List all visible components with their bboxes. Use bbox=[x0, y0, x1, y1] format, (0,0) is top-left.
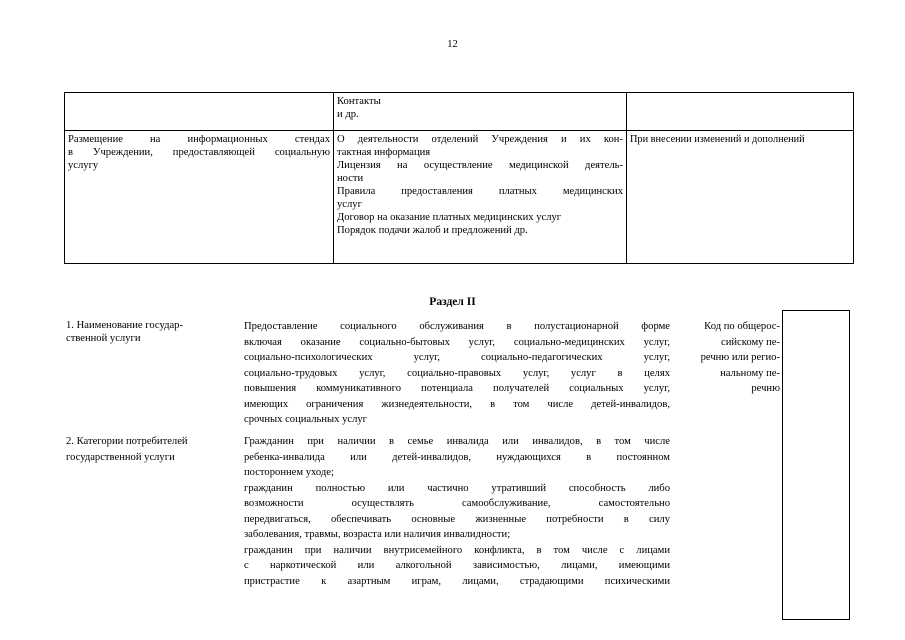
text-line: имеющих ограничения жизнедеятельности, в том числе детей-инвалидов, bbox=[244, 398, 670, 410]
page-number: 12 bbox=[447, 39, 458, 50]
cell-line: Порядок подачи жалоб и предложений др. bbox=[337, 225, 528, 236]
cell-line: в Учреждении, предоставляющей социальную bbox=[68, 147, 330, 158]
text-line: Предоставление социального обслуживания в полустационарной форме bbox=[244, 321, 670, 332]
label-line: государственной услуги bbox=[66, 451, 175, 463]
table-cell-empty bbox=[627, 93, 854, 131]
cell-line: услугу bbox=[68, 160, 99, 171]
label-line: 2. Категории потребителей bbox=[66, 436, 188, 447]
code-line: сийскому пе- bbox=[721, 336, 780, 348]
table-row bbox=[65, 131, 854, 264]
registry-code-label bbox=[672, 319, 780, 397]
cell-line: Лицензия на осуществление медицинской деятель- bbox=[337, 160, 623, 171]
table-row bbox=[65, 93, 854, 131]
text-line: Гражданин при наличии в семье инвалида или инвалидов, в том числе bbox=[244, 436, 670, 447]
text-line: повышения коммуникативного потенциала получателей социальных услуг, bbox=[244, 383, 670, 394]
text-line: социально-психологических услуг, социально-педагогических услуг, bbox=[244, 352, 670, 363]
code-line: речню или регио- bbox=[700, 352, 780, 363]
text-line: с наркотической или алкогольной зависимостью, лицами, имеющими bbox=[244, 560, 670, 571]
text-line: заболевания, травмы, возраста или наличия инвалидности; bbox=[244, 529, 511, 540]
cell-line: Договор на оказание платных медицинских услуг bbox=[337, 212, 562, 223]
text-line: гражданин при наличии внутрисемейного конфликта, в том числе с лицами bbox=[244, 544, 670, 556]
text-line: гражданин полностью или частично утративший способность либо bbox=[244, 482, 670, 494]
table-cell-empty bbox=[65, 93, 334, 131]
table-cell-info-content bbox=[334, 131, 627, 264]
service-name-text bbox=[244, 319, 670, 428]
code-line: речню bbox=[751, 383, 780, 394]
text-line: передвигаться, обеспечивать основные жизненные потребности в силу bbox=[244, 513, 670, 525]
text-line: включая оказание социально-бытовых услуг, социально-медицинских услуг, bbox=[244, 336, 670, 348]
table-cell-contacts bbox=[334, 93, 627, 131]
registry-code-box bbox=[782, 310, 850, 620]
cell-line: тактная информация bbox=[337, 147, 431, 158]
table-cell-update-frequency bbox=[627, 131, 854, 264]
code-line: Код по общерос- bbox=[704, 321, 780, 332]
label-line: 1. Наименование государ- bbox=[66, 320, 183, 331]
service-name-label bbox=[66, 319, 236, 345]
code-line: нальному пе- bbox=[720, 367, 780, 379]
text-line: постороннем уходе; bbox=[244, 467, 334, 478]
cell-line: Правила предоставления платных медицинских bbox=[337, 186, 623, 197]
consumer-categories-label bbox=[66, 434, 236, 465]
cell-line: При внесении изменений и дополнений bbox=[630, 134, 805, 145]
section-title: Раздел II bbox=[429, 296, 476, 308]
label-line: ственной услуги bbox=[66, 333, 141, 344]
text-line: ребенка-инвалида или детей-инвалидов, нуждающихся в постоянном bbox=[244, 451, 670, 463]
cell-line: О деятельности отделений Учреждения и их кон- bbox=[337, 134, 623, 145]
text-line: возможности осуществлять самообслуживание, самостоятельно bbox=[244, 498, 670, 509]
cell-line: ности bbox=[337, 173, 364, 184]
text-line: социально-трудовых услуг, социально-правовых услуг, услуг в целях bbox=[244, 367, 670, 379]
services-info-table bbox=[64, 92, 854, 264]
cell-line: услуг bbox=[337, 199, 362, 210]
cell-line: Контакты bbox=[337, 96, 381, 107]
text-line: пристрастие к азартным играм, лицами, страдающими психическими bbox=[244, 575, 670, 587]
consumer-categories-text bbox=[244, 434, 670, 589]
cell-line: и др. bbox=[337, 109, 359, 120]
cell-line: Размещение на информационных стендах bbox=[68, 134, 330, 145]
table-cell-placement bbox=[65, 131, 334, 264]
text-line: срочных социальных услуг bbox=[244, 414, 367, 425]
